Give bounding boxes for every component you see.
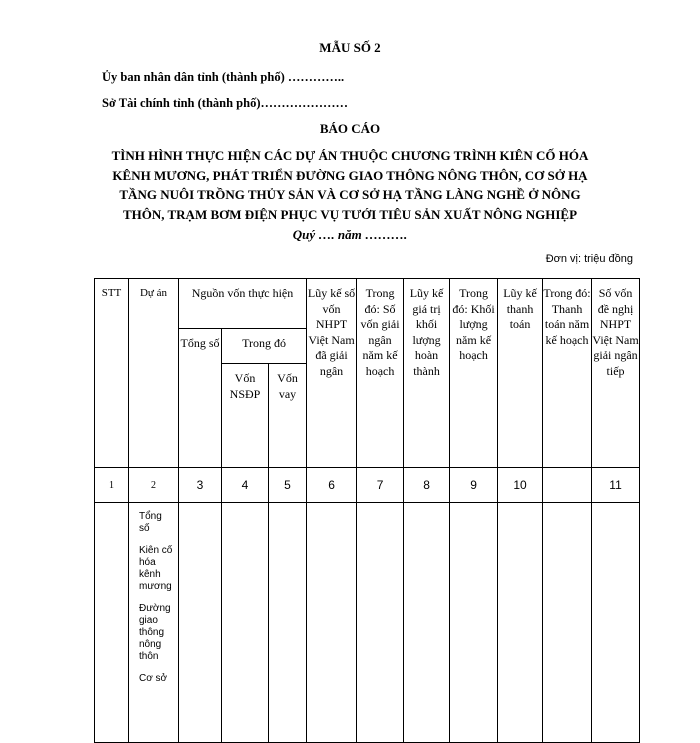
index-cell: 4 — [222, 468, 269, 503]
value-cell — [307, 503, 357, 743]
project-item-total: Tổng số — [139, 511, 162, 534]
col-header-plan-year-volume: Trong đó: Khối lượng năm kế hoạch — [450, 279, 498, 468]
index-cell: 2 — [129, 468, 179, 503]
stt-cell — [95, 503, 129, 743]
col-header-plan-year-paid: Trong đó: Thanh toán năm kế hoạch — [543, 279, 592, 468]
col-header-cumulative-paid: Lũy kế thanh toán — [498, 279, 543, 468]
report-table — [94, 278, 640, 743]
province-committee-line: Ủy ban nhân dân tỉnh (thành phố) ………….. — [102, 70, 345, 84]
col-header-cumulative-completed: Lũy kế giá trị khối lượng hoàn thành — [404, 279, 450, 468]
form-number: MẪU SỐ 2 — [319, 40, 381, 55]
index-cell: 1 — [95, 468, 129, 503]
value-cell — [222, 503, 269, 743]
value-cell — [592, 503, 640, 743]
index-cell: 11 — [592, 468, 640, 503]
value-cell — [543, 503, 592, 743]
index-cell: 8 — [404, 468, 450, 503]
value-cell — [404, 503, 450, 743]
report-label: BÁO CÁO — [319, 121, 381, 136]
project-cell — [129, 503, 179, 743]
col-header-proposed-disbursement: Số vốn đề nghị NHPT Việt Nam giải ngân tiếp — [592, 279, 640, 468]
index-cell: 7 — [357, 468, 404, 503]
index-row — [95, 468, 640, 503]
index-cell: 10 — [498, 468, 543, 503]
index-cell: 6 — [307, 468, 357, 503]
index-cell: 5 — [269, 468, 307, 503]
col-header-loan: Vốn vay — [269, 364, 307, 468]
report-title: TÌNH HÌNH THỰC HIỆN CÁC DỰ ÁN THUỘC CHƯƠNG TRÌNH KIÊN CỐ HÓA KÊNH MƯƠNG, PHÁT TRIỂN ĐƯỜNG GIAO THÔNG NÔNG THÔN, CƠ SỞ HẠ TẦNG NUÔI TRỒNG THỦY SẢN VÀ CƠ SỞ HẠ TẦNG LÀNG NGHỀ Ở NÔNG THÔN, TRẠM BƠM ĐIỆN PHỤC VỤ TƯỚI TIÊU SẢN XUẤT NÔNG NGHIỆP — [111, 148, 589, 222]
index-cell: 3 — [179, 468, 222, 503]
index-cell: 9 — [450, 468, 498, 503]
col-header-cumulative-disbursed: Lũy kế số vốn NHPT Việt Nam đã giải ngân — [307, 279, 357, 468]
value-cell — [269, 503, 307, 743]
col-header-stt: STT — [95, 279, 129, 468]
value-cell — [450, 503, 498, 743]
col-header-total: Tổng số — [179, 329, 222, 468]
col-header-plan-year-disbursed: Trong đó: Số vốn giải ngân năm kế hoạch — [357, 279, 404, 468]
value-cell — [179, 503, 222, 743]
col-header-local-budget: Vốn NSĐP — [222, 364, 269, 468]
index-cell — [543, 468, 592, 503]
project-item-canal: Kiên cố hóa kênh mương — [139, 545, 173, 592]
value-cell — [498, 503, 543, 743]
project-item-rural-road: Đường giao thông nông thôn — [139, 603, 171, 662]
col-header-of-which: Trong đó — [222, 329, 307, 364]
project-item-infrastructure: Cơ sở — [139, 673, 168, 684]
col-header-capital-source: Nguồn vốn thực hiện — [179, 279, 307, 329]
col-header-project: Dự án — [129, 279, 179, 468]
report-quarter: Quý …. năm ………. — [292, 227, 408, 242]
currency-unit: Đơn vị: triệu đồng — [545, 253, 633, 265]
body-row — [95, 503, 640, 743]
value-cell — [357, 503, 404, 743]
finance-department-line: Sở Tài chính tỉnh (thành phố)………………… — [102, 96, 348, 110]
